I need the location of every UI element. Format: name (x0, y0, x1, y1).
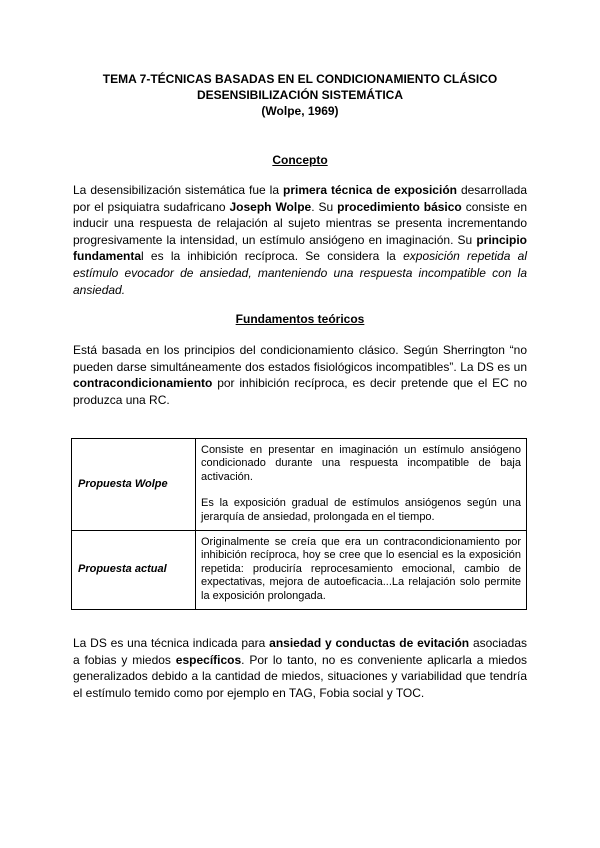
text-span: Está basada en los principios del condicionamiento clásico. Según Sherrington “no pueden darse simultáneamente dos estados fisiológicos incompatibles”. La DS es un (73, 343, 527, 374)
paragraph-fundamentos (73, 342, 527, 408)
row-description (196, 439, 527, 531)
heading-concepto: Concepto (272, 153, 328, 167)
document-title (60, 71, 540, 119)
title-line-2: DESENSIBILIZACIÓN SISTEMÁTICA (196, 88, 403, 102)
text-span: . Por lo tanto, no es conveniente aplicarla a miedos generalizados debido a la cantidad de miedos, situaciones y variabilidad que tendría el estímulo temido como por ejemplo en TAG, Fobia social y TOC. (73, 652, 527, 700)
bold-span: procedimiento básico (337, 199, 462, 214)
bold-span: principio fundamenta (73, 232, 527, 264)
description-paragraph: Es la exposición gradual de estímulos ansiógenos según una jerarquía de ansiedad, prolongada en el tiempo. (201, 497, 521, 523)
title-line-1: TEMA 7-TÉCNICAS BASADAS EN EL CONDICIONAMIENTO CLÁSICO (102, 72, 498, 86)
bold-span: ansiedad y conductas de evitación (269, 636, 470, 650)
table-row (72, 531, 527, 610)
text-span: consiste en inducir una respuesta de relajación al sujeto mientras se presenta incrementando progresivamente la intensidad, un estímulo ansiógeno en imaginación. Su (73, 199, 528, 247)
description-paragraph: Consiste en presentar en imaginación un estímulo ansiógeno condicionado durante una respuesta incompatible de baja activación. (201, 444, 521, 483)
paragraph-final (73, 635, 527, 701)
text-span: l es la inhibición recíproca. Se considera la (141, 249, 404, 264)
bold-span: contracondicionamiento (73, 376, 213, 391)
text-span: . Su (311, 199, 338, 214)
row-label: Propuesta Wolpe (72, 439, 196, 531)
row-label: Propuesta actual (72, 531, 196, 610)
italic-span: exposición repetida al estímulo evocador de ansiedad, manteniendo una respuesta incompatible con la ansiedad. (73, 249, 527, 297)
paragraph-concepto (73, 182, 527, 298)
text-span: por inhibición recíproca, es decir pretende que el EC no produzca una RC. (73, 376, 527, 407)
description-paragraph: Originalmente se creía que era un contracondicionamiento por inhibición recíproca, hoy se cree que lo esencial es la exposición repetida: produciría reprocesamiento emocional, cambio de expectativas, mejora de autoeficacia...La relajación solo permite la exposición prolongada. (201, 536, 521, 602)
propuestas-table (71, 438, 527, 610)
text-span: desarrollada por el psiquiatra sudafricano (73, 183, 527, 214)
bold-span: Joseph Wolpe (229, 199, 312, 214)
text-span: La desensibilización sistemática fue la (73, 183, 283, 197)
bold-span: primera técnica de exposición (282, 183, 457, 197)
heading-fundamentos: Fundamentos teóricos (235, 312, 365, 326)
row-description (196, 531, 527, 610)
text-span: asociadas a fobias y miedos (73, 636, 527, 667)
text-span: La DS es una técnica indicada para (73, 636, 270, 650)
bold-span: específicos (175, 652, 242, 667)
table-row (72, 439, 527, 531)
title-line-3: (Wolpe, 1969) (261, 104, 339, 118)
